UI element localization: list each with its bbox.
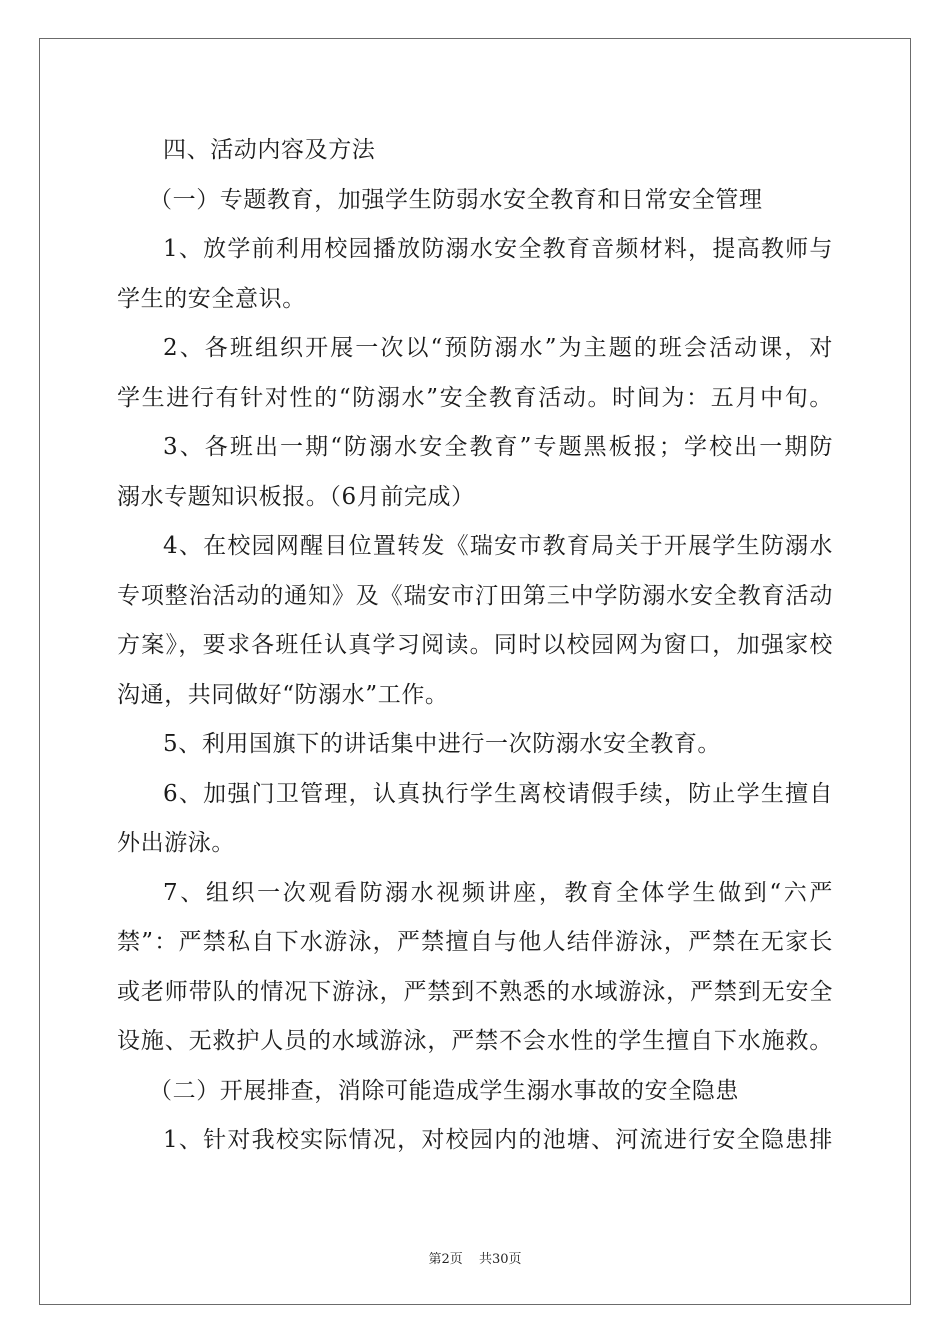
paragraph-line: 或老师带队的情况下游泳，严禁到不熟悉的水域游泳，严禁到无安全 bbox=[117, 978, 833, 1005]
paragraph-line: 2、各班组织开展一次以“预防溺水”为主题的班会活动课，对 bbox=[163, 335, 833, 361]
document-body bbox=[117, 126, 833, 1166]
paragraph-line: 5、利用国旗下的讲话集中进行一次防溺水安全教育。 bbox=[163, 731, 722, 757]
subsection-heading: （二）开展排查，消除可能造成学生溺水事故的安全隐患 bbox=[149, 1077, 739, 1104]
paragraph-line: 专项整治活动的通知》及《瑞安市汀田第三中学防溺水安全教育活动 bbox=[117, 582, 833, 609]
subsection-heading: （一）专题教育，加强学生防弱水安全教育和日常安全管理 bbox=[149, 186, 763, 213]
paragraph-line: 7、组织一次观看防溺水视频讲座，教育全体学生做到“六严 bbox=[163, 879, 833, 906]
paragraph-line: 1、针对我校实际情况，对校园内的池塘、河流进行安全隐患排 bbox=[163, 1127, 833, 1153]
paragraph-line: 禁”：严禁私自下水游泳，严禁擅自与他人结伴游泳，严禁在无家长 bbox=[117, 929, 833, 955]
paragraph-line: 设施、无救护人员的水域游泳，严禁不会水性的学生擅自下水施救。 bbox=[117, 1028, 833, 1054]
paragraph-line: 1、放学前利用校园播放防溺水安全教育音频材料，提高教师与 bbox=[163, 236, 833, 262]
paragraph-line: 6、加强门卫管理，认真执行学生离校请假手续，防止学生擅自 bbox=[163, 780, 833, 807]
page-footer bbox=[0, 1248, 950, 1267]
paragraph-line: 学生进行有针对性的“防溺水”安全教育活动。时间为：五月中旬。 bbox=[117, 384, 833, 411]
paragraph-line: 3、各班出一期“防溺水安全教育”专题黑板报；学校出一期防 bbox=[163, 434, 833, 460]
paragraph-line: 学生的安全意识。 bbox=[117, 285, 306, 312]
paragraph-line: 方案》，要求各班任认真学习阅读。同时以校园网为窗口，加强家校 bbox=[117, 632, 833, 658]
page-total: 共30页 bbox=[478, 1252, 522, 1267]
paragraph-line: 溺水专题知识板报。（6月前完成） bbox=[117, 483, 475, 510]
paragraph-line: 外出游泳。 bbox=[117, 830, 235, 856]
paragraph-line: 4、在校园网醒目位置转发《瑞安市教育局关于开展学生防溺水 bbox=[163, 533, 833, 559]
page-number: 第2页 bbox=[428, 1252, 463, 1267]
paragraph-line: 沟通，共同做好“防溺水”工作。 bbox=[117, 681, 449, 708]
section-heading: 四、活动内容及方法 bbox=[163, 137, 376, 163]
